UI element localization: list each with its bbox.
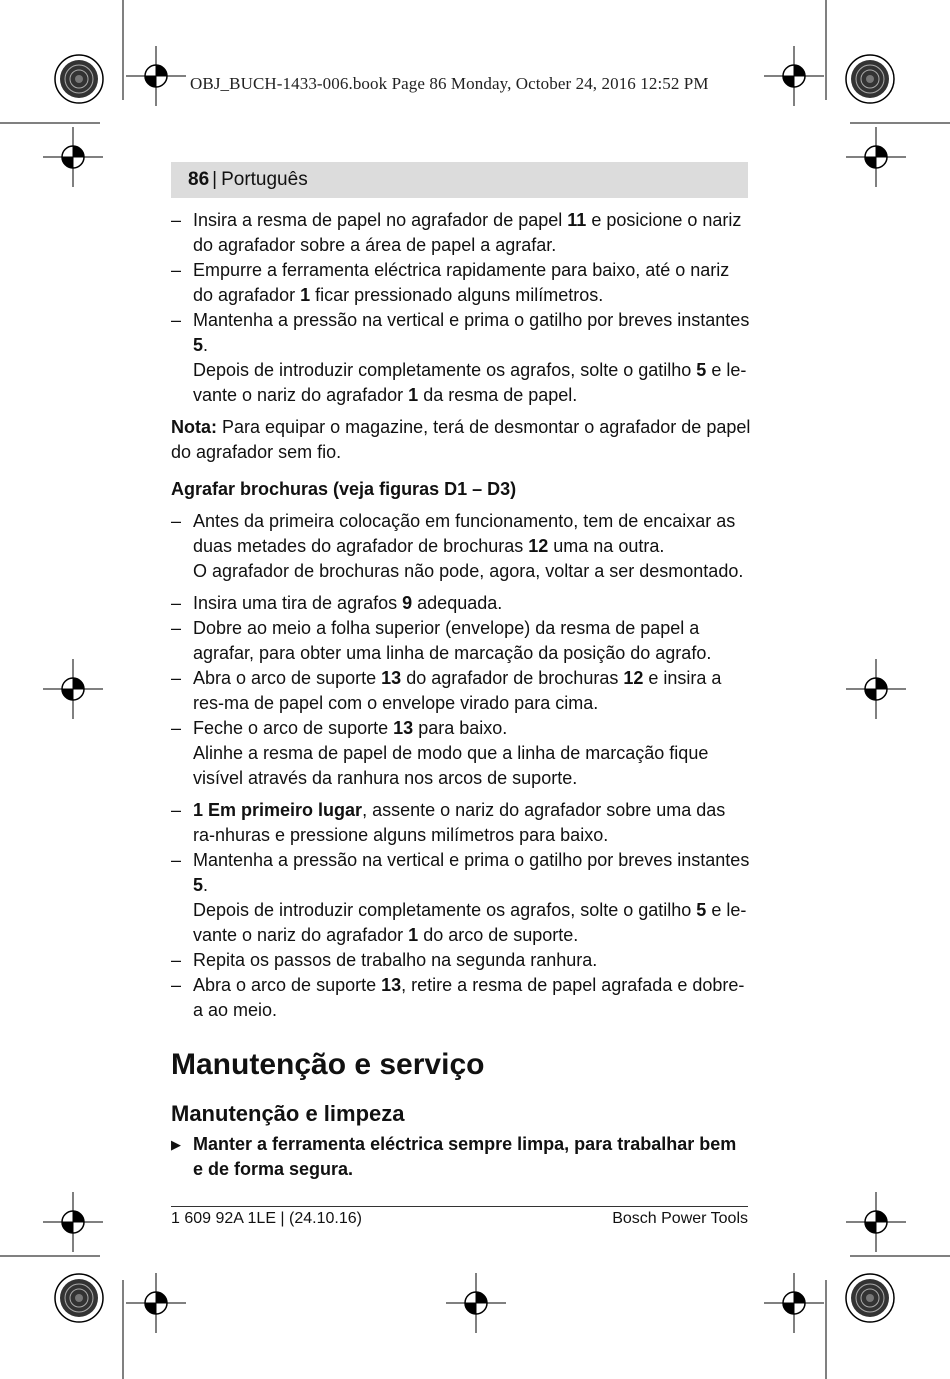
page-header <box>171 162 748 198</box>
list-item: – Abra o arco de suporte 13 do agrafador de brochuras 12 e insira a res-ma de papel com o envelope virado para cima. <box>171 668 722 713</box>
list-item: – Feche o arco de suporte 13 para baixo. <box>171 718 508 738</box>
book-file-header: OBJ_BUCH-1433-006.book Page 86 Monday, October 24, 2016 12:52 PM <box>190 74 709 93</box>
header-separator: | <box>212 169 218 190</box>
crosshair-mark-icon <box>126 46 186 106</box>
crosshair-mark-icon <box>446 1273 506 1333</box>
note-paragraph: Nota: Para equipar o magazine, terá de desmontar o agrafador de papel do agrafador sem fio. <box>171 417 751 462</box>
crosshair-mark-icon <box>764 1273 824 1333</box>
list-item-continuation: O agrafador de brochuras não pode, agora, voltar a ser desmontado. <box>193 561 744 581</box>
crosshair-mark-icon <box>846 127 906 187</box>
footer-rule <box>171 1206 748 1207</box>
list-item: – Insira a resma de papel no agrafador de papel 11 e posicione o nariz do agrafador sobre a área de papel a agrafar. <box>171 210 742 255</box>
registration-star-icon <box>846 55 894 103</box>
crosshair-mark-icon <box>43 1192 103 1252</box>
registration-star-icon <box>55 55 103 103</box>
crosshair-mark-icon <box>846 1192 906 1252</box>
triangle-bullet-icon: ▶ <box>171 1137 181 1152</box>
main-content <box>171 208 751 1182</box>
section-heading-brochures: Agrafar brochuras (veja figuras D1 – D3) <box>171 479 517 499</box>
footer-doc-code: 1 609 92A 1LE | (24.10.16) <box>171 1210 362 1227</box>
list-item: – Abra o arco de suporte 13, retire a resma de papel agrafada e dobre-a ao meio. <box>171 975 745 1020</box>
list-item-continuation: Depois de introduzir completamente os agrafos, solte o gatilho 5 e le-vante o nariz do agrafador 1 da resma de papel. <box>193 360 747 405</box>
list-item-continuation: Depois de introduzir completamente os agrafos, solte o gatilho 5 e le-vante o nariz do agrafador 1 do arco de suporte. <box>193 900 747 945</box>
list-item: – Empurre a ferramenta eléctrica rapidamente para baixo, até o nariz do agrafador 1 ficar pressionado alguns milímetros. <box>171 260 730 305</box>
section-heading-maintenance: Manutenção e serviço <box>171 1048 485 1081</box>
list-item: – 1 Em primeiro lugar, assente o nariz do agrafador sobre uma das ra-nhuras e pressione alguns milímetros para baixo. <box>171 800 726 845</box>
page-number: 86 <box>188 169 210 190</box>
registration-star-icon <box>55 1274 103 1322</box>
safety-instruction: ▶ Manter a ferramenta eléctrica sempre limpa, para trabalhar bem e de forma segura. <box>171 1132 751 1182</box>
list-item-continuation: Alinhe a resma de papel de modo que a linha de marcação fique visível através da ranhura nos arcos de suporte. <box>193 743 709 788</box>
language-label: Português <box>221 169 308 190</box>
subsection-heading-cleaning: Manutenção e limpeza <box>171 1101 405 1126</box>
crosshair-mark-icon <box>846 659 906 719</box>
list-item: – Insira uma tira de agrafos 9 adequada. <box>171 593 503 613</box>
list-item: – Mantenha a pressão na vertical e prima o gatilho por breves instantes 5. <box>171 850 750 895</box>
list-item: – Antes da primeira colocação em funcionamento, tem de encaixar as duas metades do agrafador de brochuras 12 uma na outra. <box>171 511 736 556</box>
list-item: – Dobre ao meio a folha superior (envelope) da resma de papel a agrafar, para obter uma linha de marcação da posição do agrafo. <box>171 618 712 663</box>
crosshair-mark-icon <box>43 659 103 719</box>
crosshair-mark-icon <box>126 1273 186 1333</box>
footer-brand: Bosch Power Tools <box>612 1210 748 1227</box>
list-item: – Repita os passos de trabalho na segunda ranhura. <box>171 950 598 970</box>
page-footer <box>171 1210 748 1228</box>
list-item: – Mantenha a pressão na vertical e prima o gatilho por breves instantes 5. <box>171 310 750 355</box>
crosshair-mark-icon <box>43 127 103 187</box>
registration-star-icon <box>846 1274 894 1322</box>
